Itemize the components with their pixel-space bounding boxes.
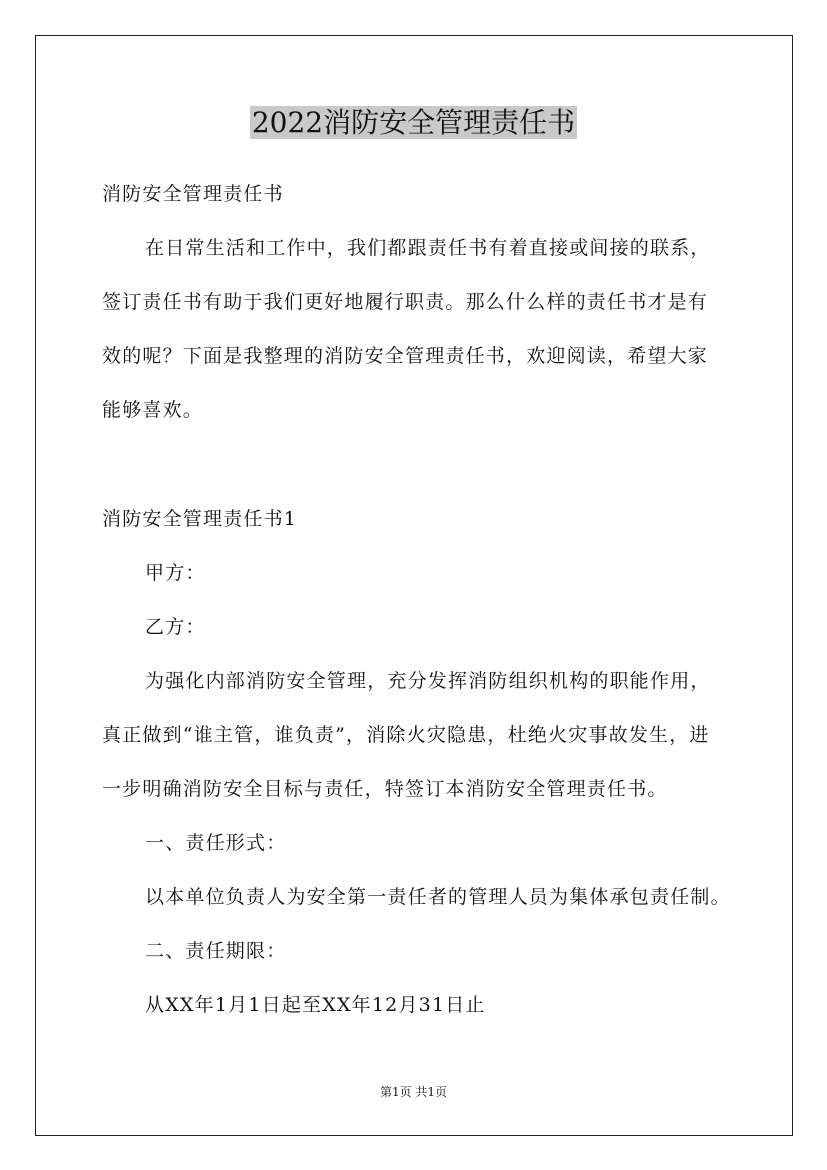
document-title-text: 2022消防安全管理责任书 bbox=[251, 106, 576, 139]
paragraph-line: 效的呢？下面是我整理的消防安全管理责任书，欢迎阅读，希望大家 bbox=[102, 345, 709, 367]
paragraph-line: 在日常生活和工作中，我们都跟责任书有着直接或间接的联系， bbox=[145, 237, 711, 259]
paragraph-line: 能够喜欢。 bbox=[102, 399, 204, 421]
paragraph-line: 真正做到“谁主管，谁负责”，消除火灾隐患，杜绝火灾事故发生，进 bbox=[102, 724, 710, 746]
paragraph-line: 从XX年1月1日起至XX年12月31日止 bbox=[145, 994, 486, 1016]
paragraph-line: 以本单位负责人为安全第一责任者的管理人员为集体承包责任制。 bbox=[145, 886, 731, 908]
section-heading-1: 消防安全管理责任书1 bbox=[102, 508, 298, 530]
document-title bbox=[0, 103, 827, 143]
clause-heading-responsibility-form: 一、责任形式： bbox=[145, 832, 287, 854]
page-number: 第1页 共1页 bbox=[379, 1085, 448, 1099]
section-heading-intro: 消防安全管理责任书 bbox=[102, 183, 284, 205]
party-b-label: 乙方： bbox=[145, 616, 206, 638]
paragraph-line: 签订责任书有助于我们更好地履行职责。那么什么样的责任书才是有 bbox=[102, 291, 709, 313]
paragraph-line: 一步明确消防安全目标与责任，特签订本消防安全管理责任书。 bbox=[102, 778, 668, 800]
paragraph-line: 为强化内部消防安全管理，充分发挥消防组织机构的职能作用， bbox=[145, 670, 711, 692]
clause-heading-responsibility-term: 二、责任期限： bbox=[145, 940, 287, 962]
party-a-label: 甲方： bbox=[145, 562, 206, 584]
